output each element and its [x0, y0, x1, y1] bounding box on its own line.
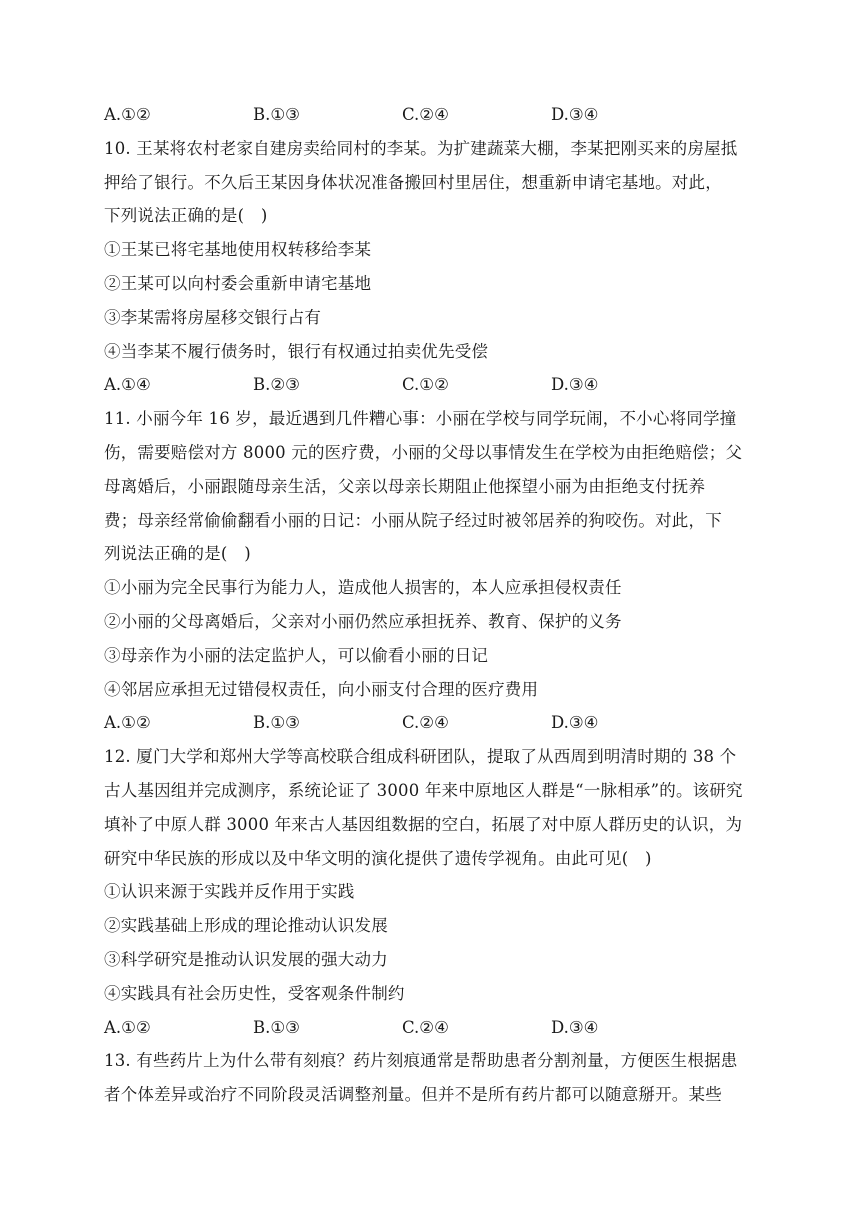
q10-option-b[interactable]: B.②③ [253, 375, 300, 395]
q11-stem-line: 列说法正确的是( ) [104, 544, 251, 564]
q12-statements [104, 875, 764, 1010]
q12-option-c[interactable]: C.②④ [402, 1017, 449, 1037]
q11-stem [104, 402, 764, 571]
q11-option-a[interactable]: A.①② [104, 713, 151, 733]
q12-option-d[interactable]: D.③④ [551, 1017, 599, 1037]
q12-stem-line: 填补了中原人群 3000 年来古人基因组数据的空白，拓展了对中原人群历史的认识，为 [104, 814, 743, 834]
q10-stem-line: 10. 王某将农村老家自建房卖给同村的李某。为扩建蔬菜大棚，李某把刚买来的房屋抵 [104, 138, 738, 158]
q11-statement: ②小丽的父母离婚后，父亲对小丽仍然应承担抚养、教育、保护的义务 [104, 611, 622, 631]
q11-stem-line: 母离婚后，小丽跟随母亲生活，父亲以母亲长期阻止他探望小丽为由拒绝支付抚养 [104, 476, 706, 496]
q13-stem-line: 13. 有些药片上为什么带有刻痕？药片刻痕通常是帮助患者分割剂量，方便医生根据患 [104, 1051, 738, 1071]
q11-statement: ③母亲作为小丽的法定监护人，可以偷看小丽的日记 [104, 645, 489, 665]
q12-stem-line: 12. 厦门大学和郑州大学等高校联合组成科研团队，提取了从西周到明清时期的 38 个 [104, 747, 737, 767]
q10-stem [104, 132, 764, 233]
q10-statements [104, 233, 764, 368]
q12-statement: ④实践具有社会历史性，受客观条件制约 [104, 983, 405, 1003]
q10-options [104, 368, 764, 402]
q11-statement: ④邻居应承担无过错侵权责任，向小丽支付合理的医疗费用 [104, 679, 539, 699]
q12-stem [104, 740, 764, 875]
q13-stem [104, 1044, 764, 1112]
q12-stem-line: 古人基因组并完成测序，系统论证了 3000 年来中原地区人群是“一脉相承”的。该研究 [104, 780, 743, 800]
document-page [104, 98, 764, 1112]
q11-stem-line: 11. 小丽今年 16 岁，最近遇到几件糟心事：小丽在学校与同学玩闹，不小心将同学撞 [104, 409, 737, 429]
q11-statements [104, 571, 764, 706]
q10-option-a[interactable]: A.①④ [104, 375, 151, 395]
q12-option-a[interactable]: A.①② [104, 1017, 151, 1037]
q9-option-a[interactable]: A.①② [104, 105, 151, 124]
q10-statement: ②王某可以向村委会重新申请宅基地 [104, 273, 372, 293]
q9-option-c[interactable]: C.②④ [402, 105, 449, 124]
q12-statement: ③科学研究是推动认识发展的强大动力 [104, 949, 388, 969]
q12-stem-line: 研究中华民族的形成以及中华文明的演化提供了遗传学视角。由此可见( ) [104, 848, 652, 868]
q9-option-d[interactable]: D.③④ [551, 105, 599, 124]
q9-option-b[interactable]: B.①③ [253, 105, 300, 124]
q11-stem-line: 费；母亲经常偷偷翻看小丽的日记：小丽从院子经过时被邻居养的狗咬伤。对此，下 [104, 510, 722, 530]
q10-stem-line: 下列说法正确的是( ) [104, 206, 268, 226]
q12-statement: ②实践基础上形成的理论推动认识发展 [104, 916, 388, 936]
q10-option-d[interactable]: D.③④ [551, 375, 599, 395]
q9-options [104, 98, 764, 132]
q12-statement: ①认识来源于实践并反作用于实践 [104, 882, 355, 902]
q11-stem-line: 伤，需要赔偿对方 8000 元的医疗费，小丽的父母以事情发生在学校为由拒绝赔偿；父 [104, 442, 743, 462]
q12-options [104, 1011, 764, 1045]
q10-option-c[interactable]: C.①② [402, 375, 449, 395]
q11-statement: ①小丽为完全民事行为能力人，造成他人损害的，本人应承担侵权责任 [104, 578, 622, 598]
q10-stem-line: 押给了银行。不久后王某因身体状况准备搬回村里居住，想重新申请宅基地。对此， [104, 172, 722, 192]
q11-options [104, 706, 764, 740]
q10-statement: ④当李某不履行债务时，银行有权通过拍卖优先受偿 [104, 341, 489, 361]
q13-stem-line: 者个体差异或治疗不同阶段灵活调整剂量。但并不是所有药片都可以随意掰开。某些 [104, 1085, 722, 1105]
q11-option-c[interactable]: C.②④ [402, 713, 449, 733]
q10-statement: ①王某已将宅基地使用权转移给李某 [104, 240, 372, 260]
q11-option-d[interactable]: D.③④ [551, 713, 599, 733]
q12-option-b[interactable]: B.①③ [253, 1017, 300, 1037]
q11-option-b[interactable]: B.①③ [253, 713, 300, 733]
q10-statement: ③李某需将房屋移交银行占有 [104, 307, 322, 327]
